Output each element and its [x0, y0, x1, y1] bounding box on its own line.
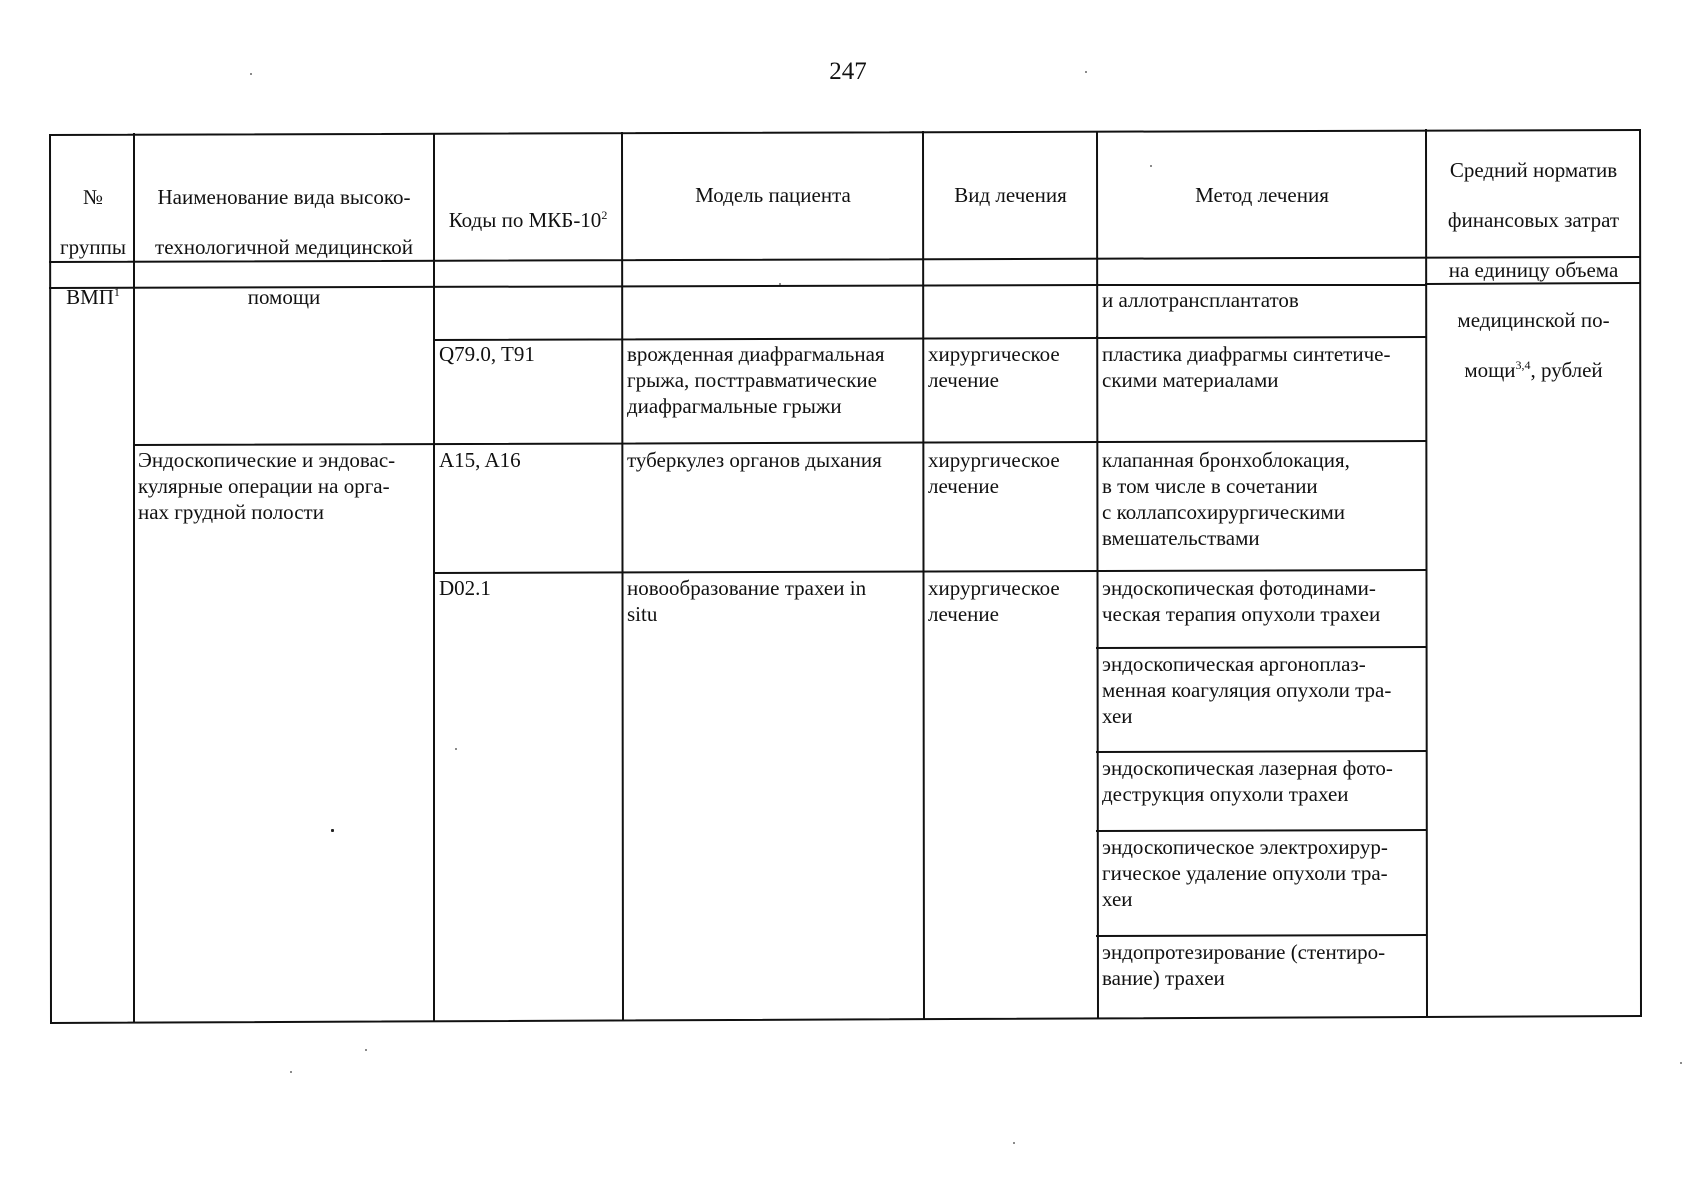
table-cell-model: врожденная диафрагмальная грыжа, посттравматические диафрагмальные грыжи	[627, 342, 885, 418]
table-cell-treatment: хирургическое лечение	[928, 448, 1060, 498]
scan-speck	[1085, 71, 1087, 73]
table-cell-method: пластика диафрагмы синтетиче- скими материалами	[1102, 342, 1391, 392]
scan-speck	[365, 1049, 367, 1051]
scan-speck	[331, 829, 334, 832]
header-model: Модель пациента	[695, 183, 851, 207]
table-cell-codes: Q79.0, T91	[439, 342, 535, 366]
header-codes: Коды по МКБ-$10^2$	[448, 208, 608, 232]
table-cell-treatment: хирургическое лечение	[928, 342, 1060, 392]
table-cell-method: эндоскопическая лазерная фото- деструкция опухоли трахеи	[1102, 756, 1393, 806]
table-cell-model: туберкулез органов дыхания	[627, 448, 882, 472]
scan-speck	[455, 748, 457, 750]
table-cell-method: эндоскопическое электрохирур- гическое удаление опухоли тра- хеи	[1102, 835, 1388, 911]
scan-speck	[1013, 1142, 1015, 1144]
header-group-no: № группы ВМП$^1$	[60, 185, 126, 309]
table-cell-treatment: хирургическое лечение	[928, 576, 1060, 626]
table-cell-model: новообразование трахеи in situ	[627, 576, 867, 626]
table-cell-codes: D02.1	[439, 576, 491, 600]
scan-speck	[290, 1071, 292, 1073]
scan-speck	[779, 283, 781, 285]
page-number: 247	[829, 58, 867, 85]
table-cell-method: эндоскопическая фотодинами- ческая терапия опухоли трахеи	[1102, 576, 1381, 626]
table-cell-method: эндоскопическая аргоноплаз- менная коагуляция опухоли тра- хеи	[1102, 652, 1392, 728]
header-name: Наименование вида высоко- технологичной медицинской помощи	[155, 185, 413, 309]
table-cell-method: эндопротезирование (стентиро- вание) трахеи	[1102, 940, 1386, 990]
scan-speck	[1680, 1062, 1682, 1064]
table-cell-method: и аллотрансплантатов	[1102, 288, 1299, 312]
header-treatment-type: Вид лечения	[954, 183, 1067, 207]
scan-speck	[1150, 165, 1152, 167]
header-cost: Средний норматив финансовых затрат на единицу объема медицинской по- мощи$^{3,4}$, рублей	[1447, 158, 1620, 382]
table-cell-method: клапанная бронхоблокация, в том числе в сочетании с коллапсохирургическими вмешательствами	[1102, 448, 1350, 550]
table-cell-name: Эндоскопические и эндовас- кулярные операции на орга- нах грудной полости	[138, 448, 396, 524]
table-cell-codes: A15, A16	[439, 448, 521, 472]
header-method: Метод лечения	[1195, 183, 1329, 207]
scan-speck	[250, 73, 252, 75]
